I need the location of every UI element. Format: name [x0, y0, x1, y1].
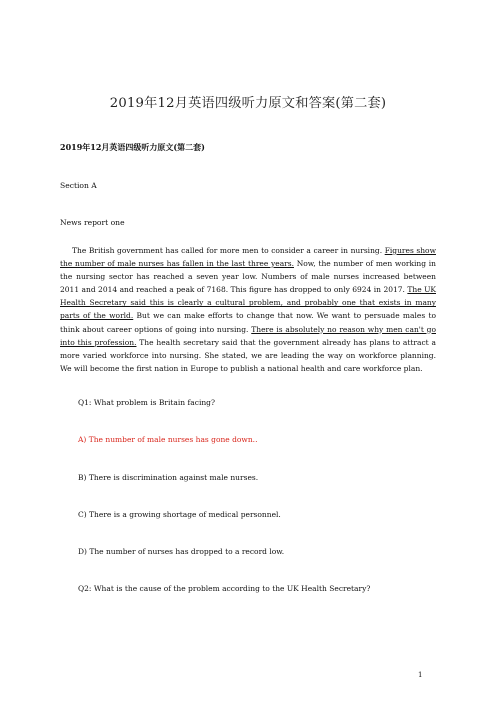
- question-1: Q1: What problem is Britain facing?: [78, 398, 215, 407]
- section-label: Section A: [60, 181, 97, 190]
- option-a-correct: A) The number of male nurses has gone down..: [78, 435, 258, 444]
- paragraph-text: But we can make efforts to change that now. We want to persuade males to think about career options of going into nursing.: [60, 311, 436, 334]
- document-title: 2019年12月英语四级听力原文和答案(第二套): [109, 96, 387, 111]
- report-label: News report one: [60, 218, 125, 227]
- paragraph-text: Now, the number of men working in the nursing sector has reached a seven year low. Numbers of male nurses increased between 2011 and 2014 and reached a peak of 7168. This figure has dropped to only 6924 in 2017.: [60, 259, 436, 295]
- document-subtitle: 2019年12月英语四级听力原文(第二套): [60, 142, 205, 152]
- question-2: Q2: What is the cause of the problem according to the UK Health Secretary?: [78, 584, 371, 593]
- option-c: C) There is a growing shortage of medical personnel.: [78, 510, 281, 519]
- option-b: B) There is discrimination against male nurses.: [78, 473, 259, 482]
- underlined-text: The UK Health Secretary said this is clearly a cultural problem, and probably one that exists in many parts of the world.: [60, 285, 436, 321]
- paragraph-text: The health secretary said that the government already has plans to attract a more varied workforce into nursing. She stated, we are leading the way on workforce planning. We will become the first nation in Europe to publish a national health and care workforce plan.: [60, 337, 436, 373]
- paragraph-text: The British government has called for more men to consider a career in nursing.: [72, 246, 385, 255]
- transcript-paragraph: [60, 244, 436, 375]
- underlined-text: There is absolutely no reason why men can't go into this profession.: [60, 324, 436, 347]
- page-number: 1: [418, 671, 423, 679]
- option-d: D) The number of nurses has dropped to a record low.: [78, 547, 285, 556]
- underlined-text: Figures show the number of male nurses has fallen in the last three years.: [60, 246, 436, 269]
